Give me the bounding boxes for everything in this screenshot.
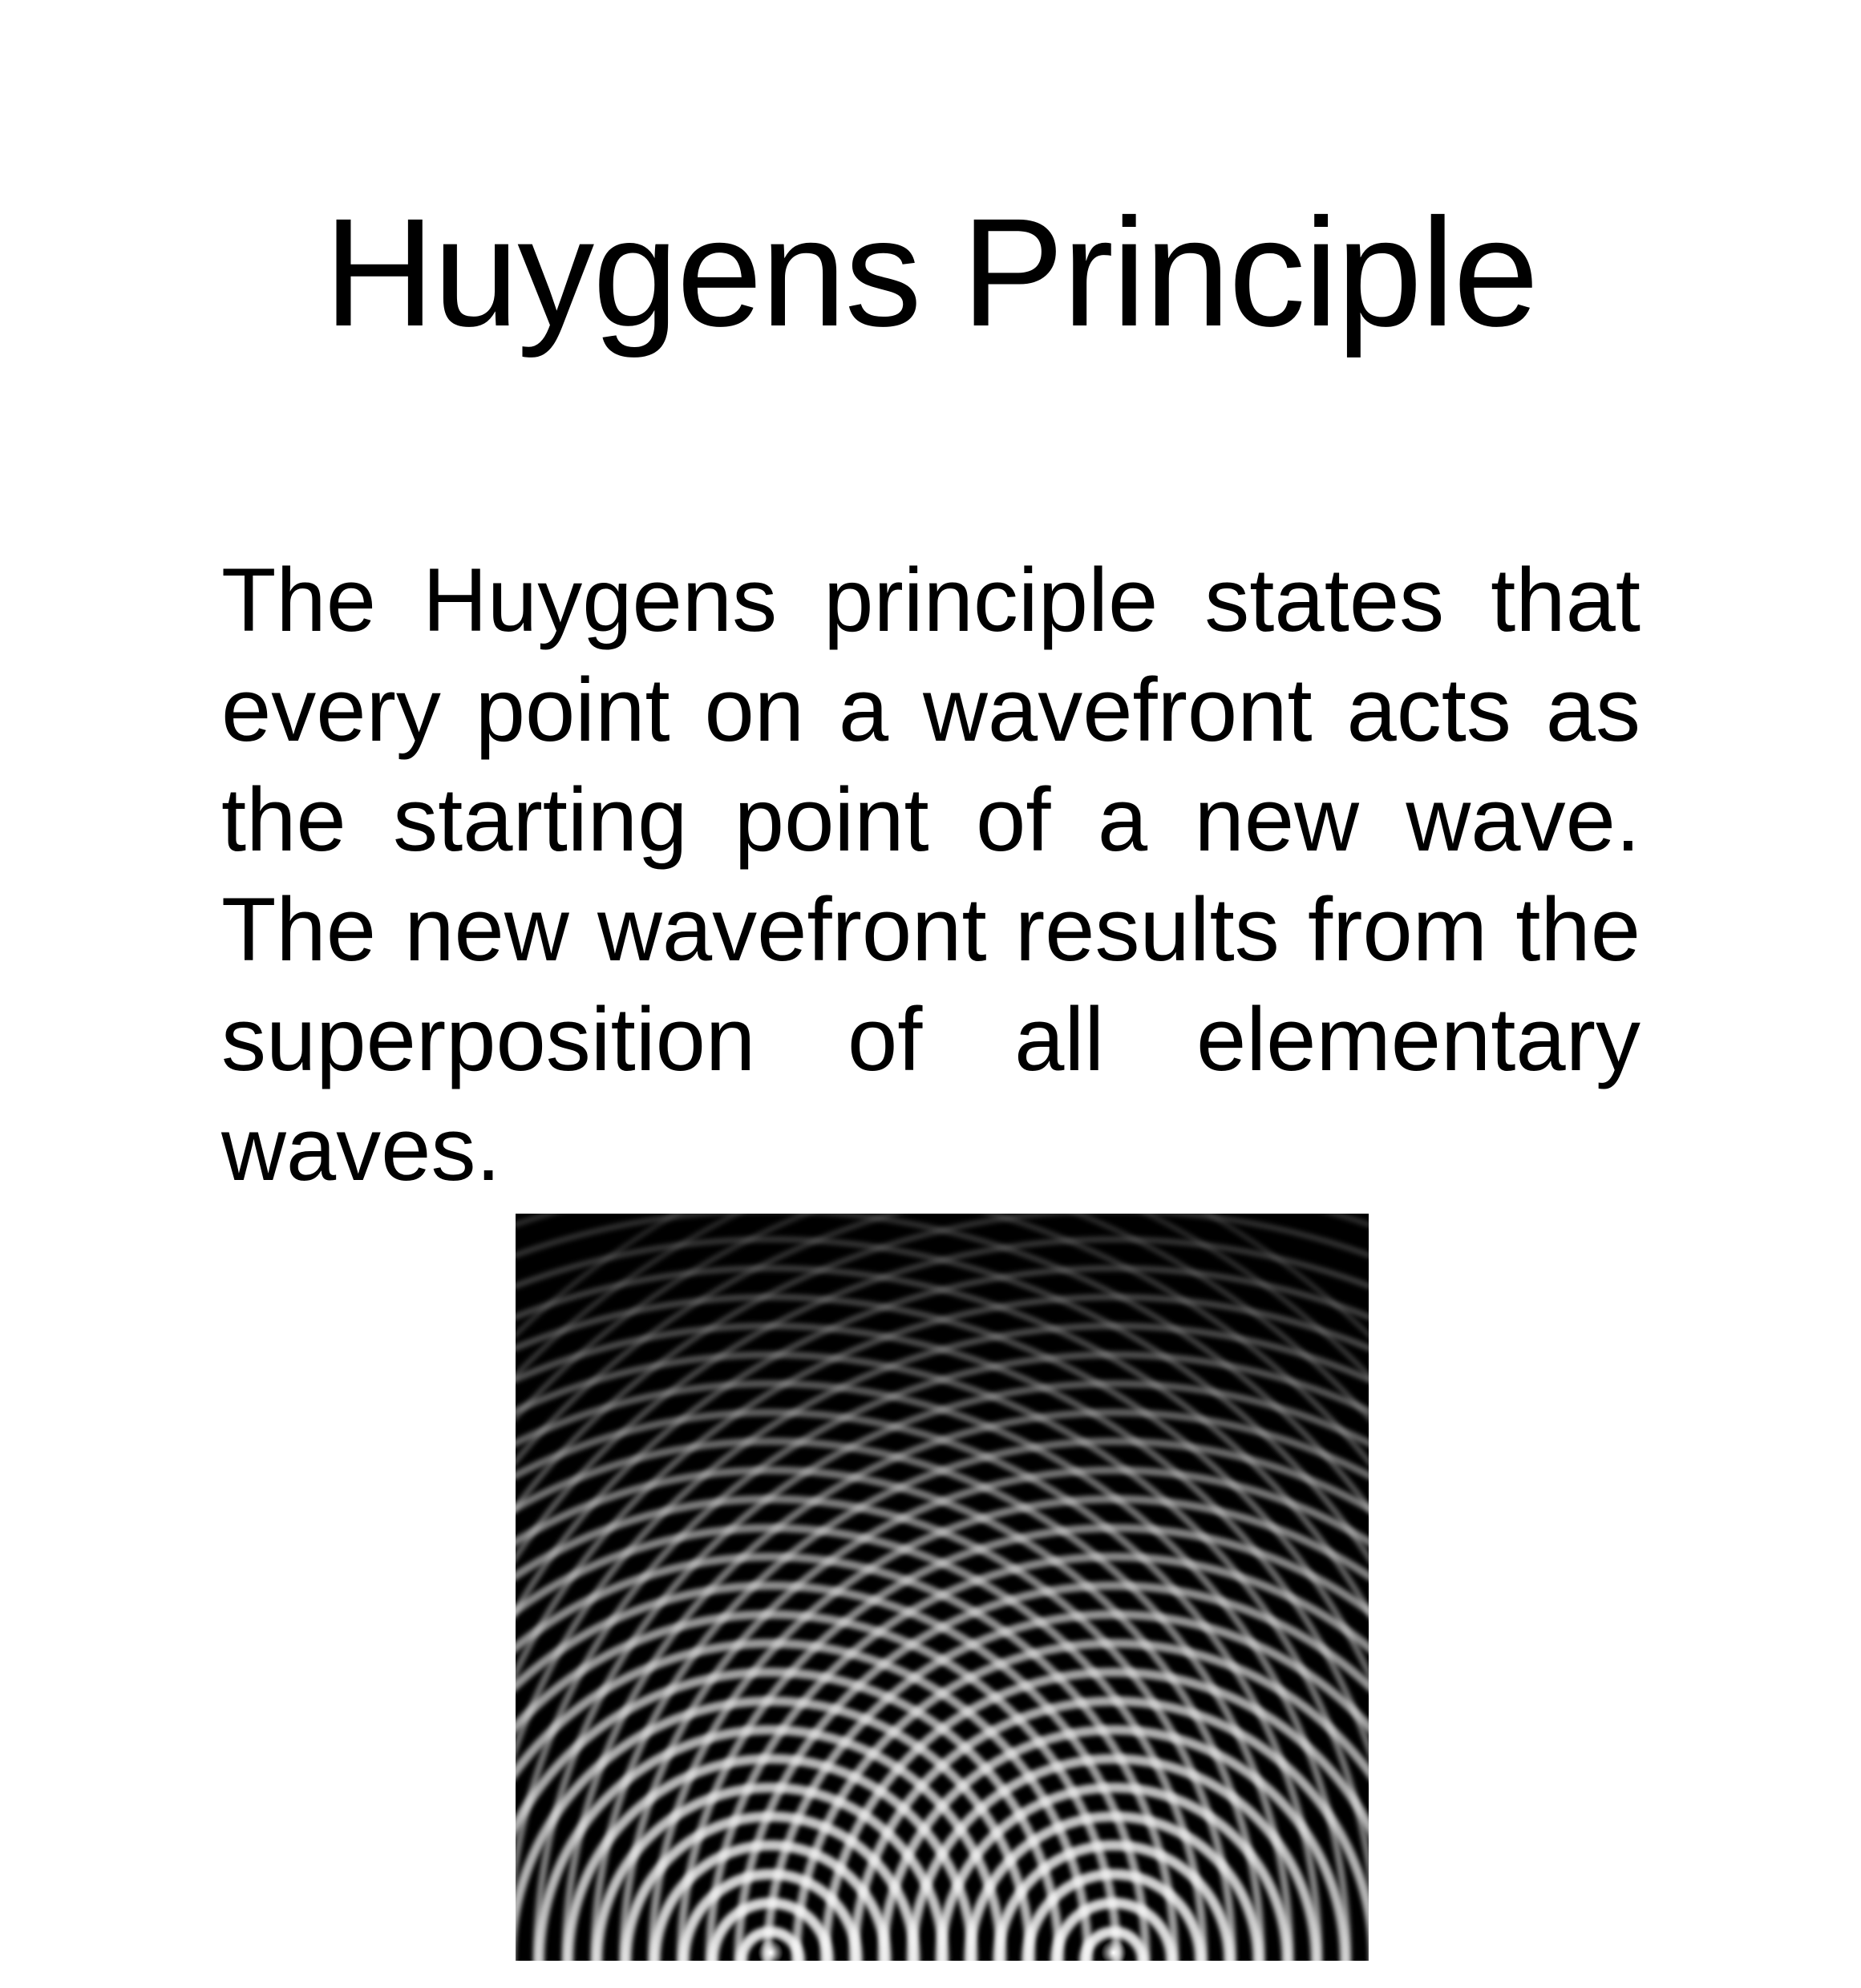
slide-title: Huygens Principle: [323, 186, 1538, 358]
interference-pattern-graphic: [516, 1214, 1369, 1961]
body-paragraph: The Huygens principle states that every point on a wavefront acts as the starting point of a new wave. The new wavefront results from the superposition of all elementary waves.: [221, 550, 1641, 1199]
interference-pattern-image: [516, 1214, 1369, 1961]
